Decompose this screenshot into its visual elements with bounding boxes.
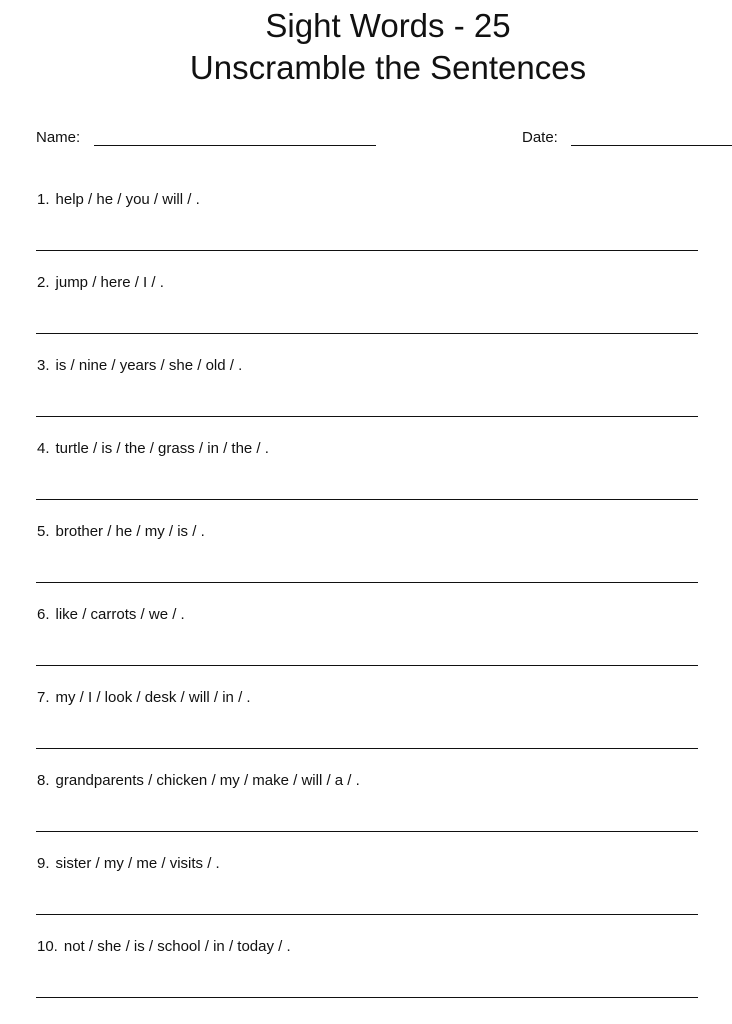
question-item xyxy=(37,855,220,873)
name-label: Name: xyxy=(36,129,81,146)
question-text: my / I / look / desk / will / in / . xyxy=(55,689,251,706)
answer-line[interactable] xyxy=(36,665,698,666)
question-text: is / nine / years / she / old / . xyxy=(55,357,243,374)
answer-line[interactable] xyxy=(36,831,698,832)
question-text: brother / he / my / is / . xyxy=(55,523,205,540)
question-number: 3. xyxy=(37,357,50,374)
date-blank-line[interactable] xyxy=(571,145,732,146)
question-number: 9. xyxy=(37,855,50,872)
question-number: 8. xyxy=(37,772,50,789)
question-item xyxy=(37,440,269,458)
question-item xyxy=(37,938,291,956)
answer-line[interactable] xyxy=(36,416,698,417)
answer-line[interactable] xyxy=(36,333,698,334)
question-item xyxy=(37,191,200,209)
question-number: 1. xyxy=(37,191,50,208)
question-item xyxy=(37,523,205,541)
answer-line[interactable] xyxy=(36,748,698,749)
question-number: 5. xyxy=(37,523,50,540)
answer-line[interactable] xyxy=(36,499,698,500)
question-number: 7. xyxy=(37,689,50,706)
question-text: help / he / you / will / . xyxy=(55,191,200,208)
question-text: jump / here / I / . xyxy=(55,274,164,291)
question-text: not / she / is / school / in / today / . xyxy=(63,938,291,955)
page-subtitle: Unscramble the Sentences xyxy=(189,49,587,86)
question-number: 2. xyxy=(37,274,50,291)
date-label: Date: xyxy=(522,129,558,146)
name-blank-line[interactable] xyxy=(94,145,376,146)
question-item xyxy=(37,357,242,375)
question-number: 6. xyxy=(37,606,50,623)
question-text: like / carrots / we / . xyxy=(55,606,185,623)
question-text: sister / my / me / visits / . xyxy=(55,855,220,872)
question-number: 10. xyxy=(37,938,58,955)
question-text: grandparents / chicken / my / make / will / a / . xyxy=(55,772,360,789)
answer-line[interactable] xyxy=(36,914,698,915)
answer-line[interactable] xyxy=(36,997,698,998)
question-item xyxy=(37,274,164,292)
question-item xyxy=(37,772,360,790)
question-text: turtle / is / the / grass / in / the / . xyxy=(55,440,269,457)
question-number: 4. xyxy=(37,440,50,457)
question-item xyxy=(37,606,185,624)
question-item xyxy=(37,689,251,707)
answer-line[interactable] xyxy=(36,250,698,251)
answer-line[interactable] xyxy=(36,582,698,583)
page-title: Sight Words - 25 xyxy=(265,7,511,44)
